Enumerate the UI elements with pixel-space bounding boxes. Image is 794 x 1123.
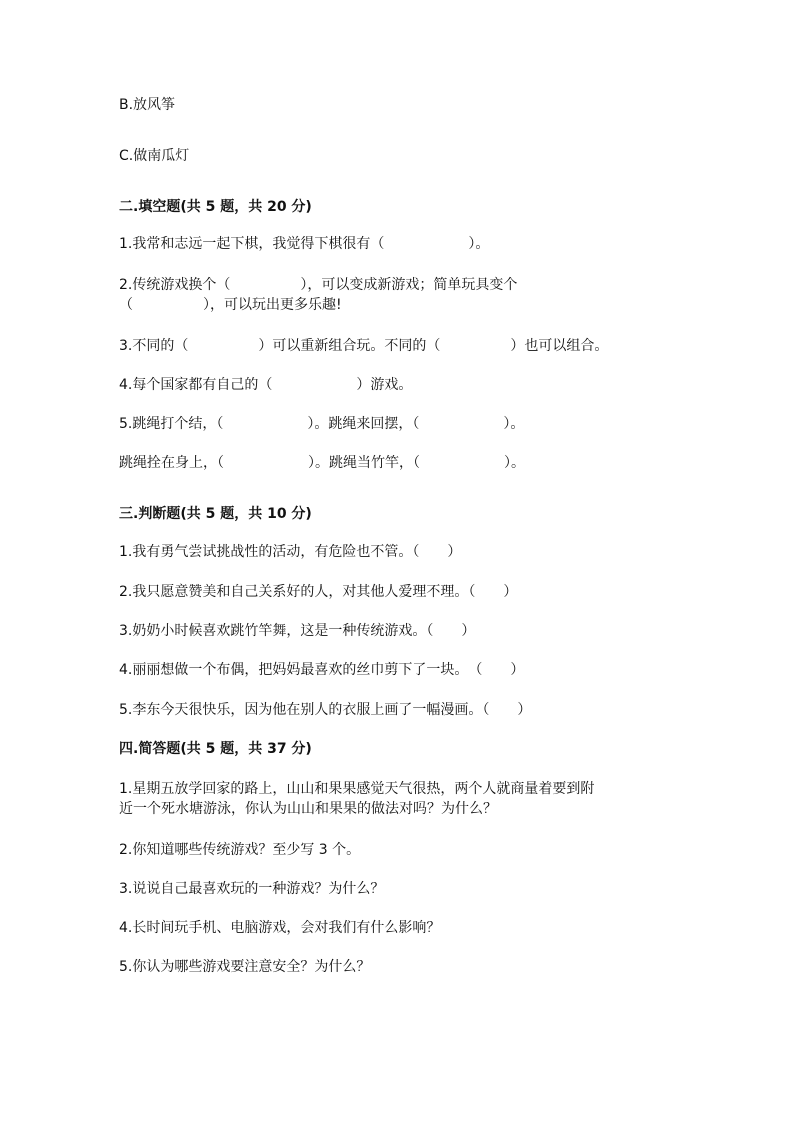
section-heading-fill-in: 二.填空题(共 5 题，共 20 分) [119,199,312,215]
true-false-question-3: 3.奶奶小时候喜欢跳竹竿舞，这是一种传统游戏。（ ） [119,623,476,639]
short-answer-question-3: 3.说说自己最喜欢玩的一种游戏？为什么？ [119,881,385,897]
short-answer-question-1-line-2: 近一个死水塘游泳，你认为山山和果果的做法对吗？为什么？ [119,801,497,817]
fill-in-question-2-line-1: 2.传统游戏换个（ ），可以变成新游戏；简单玩具变个 [119,277,518,293]
short-answer-question-1-line-1: 1.星期五放学回家的路上，山山和果果感觉天气很热，两个人就商量着要到附 [119,781,595,797]
option-b: B.放风筝 [119,97,176,113]
fill-in-question-5-line-2: 跳绳拴在身上，（ ）。跳绳当竹竿，（ ）。 [119,455,525,471]
true-false-question-4: 4.丽丽想做一个布偶，把妈妈最喜欢的丝巾剪下了一块。 （ ） [119,662,525,678]
option-c: C.做南瓜灯 [119,148,190,164]
section-heading-short-answer: 四.简答题(共 5 题，共 37 分) [119,741,312,757]
true-false-question-1: 1.我有勇气尝试挑战性的活动，有危险也不管。（ ） [119,544,462,560]
fill-in-question-1: 1.我常和志远一起下棋，我觉得下棋很有（ ）。 [119,236,490,252]
fill-in-question-5-line-1: 5.跳绳打个结，（ ）。跳绳来回摆，（ ）。 [119,416,525,432]
fill-in-question-3: 3.不同的（ ）可以重新组合玩。不同的（ ）也可以组合。 [119,338,609,354]
true-false-question-5: 5.李东今天很快乐，因为他在别人的衣服上画了一幅漫画。（ ） [119,702,532,718]
short-answer-question-4: 4.长时间玩手机、电脑游戏，会对我们有什么影响？ [119,920,441,936]
section-heading-true-false: 三.判断题(共 5 题，共 10 分) [119,506,312,522]
fill-in-question-2-line-2: （ ），可以玩出更多乐趣! [119,297,342,313]
fill-in-question-4: 4.每个国家都有自己的（ ）游戏。 [119,377,413,393]
true-false-question-2: 2.我只愿意赞美和自己关系好的人，对其他人爱理不理。（ ） [119,584,518,600]
short-answer-question-5: 5.你认为哪些游戏要注意安全？为什么？ [119,959,371,975]
short-answer-question-2: 2.你知道哪些传统游戏？至少写 3 个。 [119,842,361,858]
